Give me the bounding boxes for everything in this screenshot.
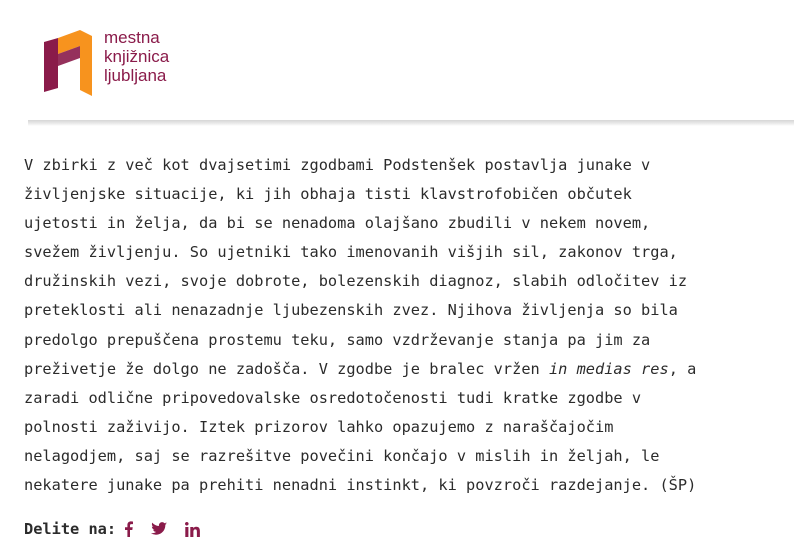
italic-phrase: in medias res <box>548 359 669 378</box>
article-body <box>24 151 784 500</box>
logo-line-1: mestna <box>104 28 160 47</box>
article-line: ujetosti in želja, da bi se nenadoma olajšano zbudili v nekem novem, <box>24 214 651 233</box>
linkedin-icon[interactable] <box>185 518 200 540</box>
share-bar <box>24 517 218 541</box>
line-text: , a <box>668 359 697 378</box>
article-line: družinskih vezi, svoje dobrote, bolezenskih diagnoz, slabih odločitev iz <box>24 272 688 291</box>
library-logo[interactable] <box>44 28 204 100</box>
header-divider <box>28 120 794 126</box>
article-line-with-italic <box>24 355 784 384</box>
article-line: nelagodjem, saj se razrešitve povečini končajo v mislih in željah, le <box>24 446 660 465</box>
article-line: nekatere junake pa prehiti nenadni instinkt, ki povzroči razdejanje. (ŠP) <box>24 476 697 495</box>
article-line: preteklosti ali nenazadnje ljubezenskih zvez. Njihova življenja so bila <box>24 301 678 320</box>
article-line: zaradi odlične pripovedovalske osredotočenosti tudi kratke zgodbe v <box>24 388 642 407</box>
article-line: svežem življenju. So ujetniki tako imenovanih višjih sil, zakonov trga, <box>24 243 678 262</box>
logo-line-2: knjižnica <box>104 47 170 66</box>
logo-wordmark <box>104 28 169 85</box>
article-line: življenjske situacije, ki jih obhaja tisti klavstrofobičen občutek <box>24 185 632 204</box>
line-text: preživetje že dolgo ne zadošča. V zgodbe je bralec vržen <box>24 359 549 378</box>
article-line: predolgo prepuščena prostemu teku, samo vzdrževanje stanja pa jim za <box>24 330 651 349</box>
logo-line-3: ljubljana <box>104 66 167 85</box>
share-label: Delite na: <box>24 520 117 538</box>
twitter-icon[interactable] <box>151 518 167 540</box>
facebook-icon[interactable] <box>124 518 133 540</box>
logo-mark <box>44 28 100 100</box>
article-line: polnosti zaživijo. Iztek prizorov lahko opazujemo z naraščajočim <box>24 417 614 436</box>
article-line: V zbirki z več kot dvajsetimi zgodbami Podstenšek postavlja junake v <box>24 156 651 174</box>
